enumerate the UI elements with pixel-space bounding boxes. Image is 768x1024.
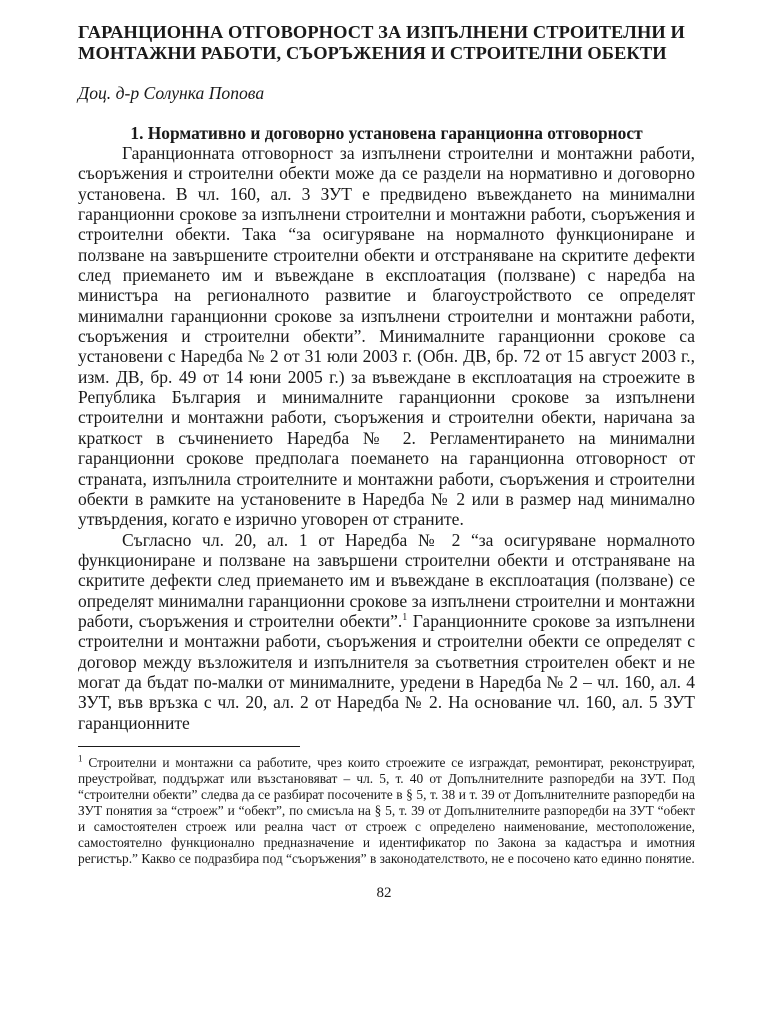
paragraph-2-part-1: Съгласно чл. 20, ал. 1 от Наредба № 2 “за осигуряване нормалното функциониране и ползване на завършени строителни обекти и отстраняване на скритите дефекти след приемането им и въвеждане в експлоатация (ползване) се определят минимални гаранционни срокове за изпълнени строителни и монтажни работи, съоръжения и строителни обекти”.: [78, 529, 695, 631]
footnote-text: Строителни и монтажни са работите, чрез които строежите се изграждат, ремонтират, реконструират, преустройват, поддържат или възстановяват – чл. 5, т. 40 от Допълнителните разпоредби на ЗУТ. Под “строителни обекти” следва да се разбират посочените в § 5, т. 38 и т. 39 от Допълнителните разпоредби на ЗУТ понятия за “строеж” и “обект”, по смисъла на § 5, т. 39 от Допълнителните разпоредби на ЗУТ “обект и самостоятелен строеж или реална част от строеж с определено наименование, местоположение, самостоятелно функционално предназначение и идентификатор по Закона за кадастъра и имотния регистър.” Какво се подразбира под “съоръжения” в законодателството, не е посочено като единно понятие.: [78, 755, 695, 866]
paragraph-2: [78, 530, 695, 733]
footnote-number: 1: [78, 753, 83, 764]
paragraph-2-part-2: Гаранционните срокове за изпълнени строителни и монтажни работи, съоръжения и строителни обекти се определят с договор между възложителя и изпълнителя за съответния строителен обект и не могат да бъдат по-малки от минималните, уредени в Наредба № 2 – чл. 160, ал. 4 ЗУТ, във връзка с чл. 20, ал. 2 от Наредба № 2. На основание чл. 160, ал. 5 ЗУТ гаранционните: [78, 610, 695, 733]
footnote: [78, 755, 695, 867]
title-line-2: МОНТАЖНИ РАБОТИ, СЪОРЪЖЕНИЯ И СТРОИТЕЛНИ ОБЕКТИ: [78, 43, 667, 63]
footnote-separator: [78, 746, 300, 747]
document-title: [78, 22, 695, 64]
document-page: [78, 22, 695, 733]
page-number: 82: [376, 885, 392, 901]
paragraph-1: Гаранционната отговорност за изпълнени строителни и монтажни работи, съоръжения и строителни обекти може да се раздели на нормативно и договорно установена. В чл. 160, ал. 3 ЗУТ е предвидено въвеждането на минимални гаранционни срокове за изпълнени строителни и монтажни работи, съоръжения и строителни обекти. Така “за осигуряване на нормалното функциониране и ползване на завършените строителни обекти и отстраняване на скритите дефекти след приемането им и въвеждане в експлоатация (ползване) с наредба на министъра на регионалното развитие и благоустройството се определят минимални гаранционни срокове за изпълнени строителни и монтажни работи, съоръжения и строителни обекти”. Минималните гаранционни срокове са установени с Наредба № 2 от 31 юли 2003 г. (Обн. ДВ, бр. 72 от 15 август 2003 г., изм. ДВ, бр. 49 от 14 юни 2005 г.) за въвеждане в експлоатация на строежите в Република България и минималните гаранционни срокове за изпълнени строителни и монтажни работи, съоръжения и строителни обекти, наричана за краткост в съчинението Наредба № 2. Регламентирането на минимални гаранционни срокове предполага поемането на гаранционна отговорност от страната, изпълнила строителните и монтажни работи, съоръжения и строителни обекти в рамките на установените в Наредба № 2 или в размер над минимално утвърдения, когато е изрично уговорен от страните.: [78, 143, 695, 530]
title-line-1: ГАРАНЦИОННА ОТГОВОРНОСТ ЗА ИЗПЪЛНЕНИ СТРОИТЕЛНИ И: [78, 22, 685, 42]
author-name: Доц. д-р Солунка Попова: [78, 83, 265, 103]
section-heading: 1. Нормативно и договорно установена гаранционна отговорност: [130, 123, 643, 143]
footnote-reference: 1: [402, 612, 408, 624]
